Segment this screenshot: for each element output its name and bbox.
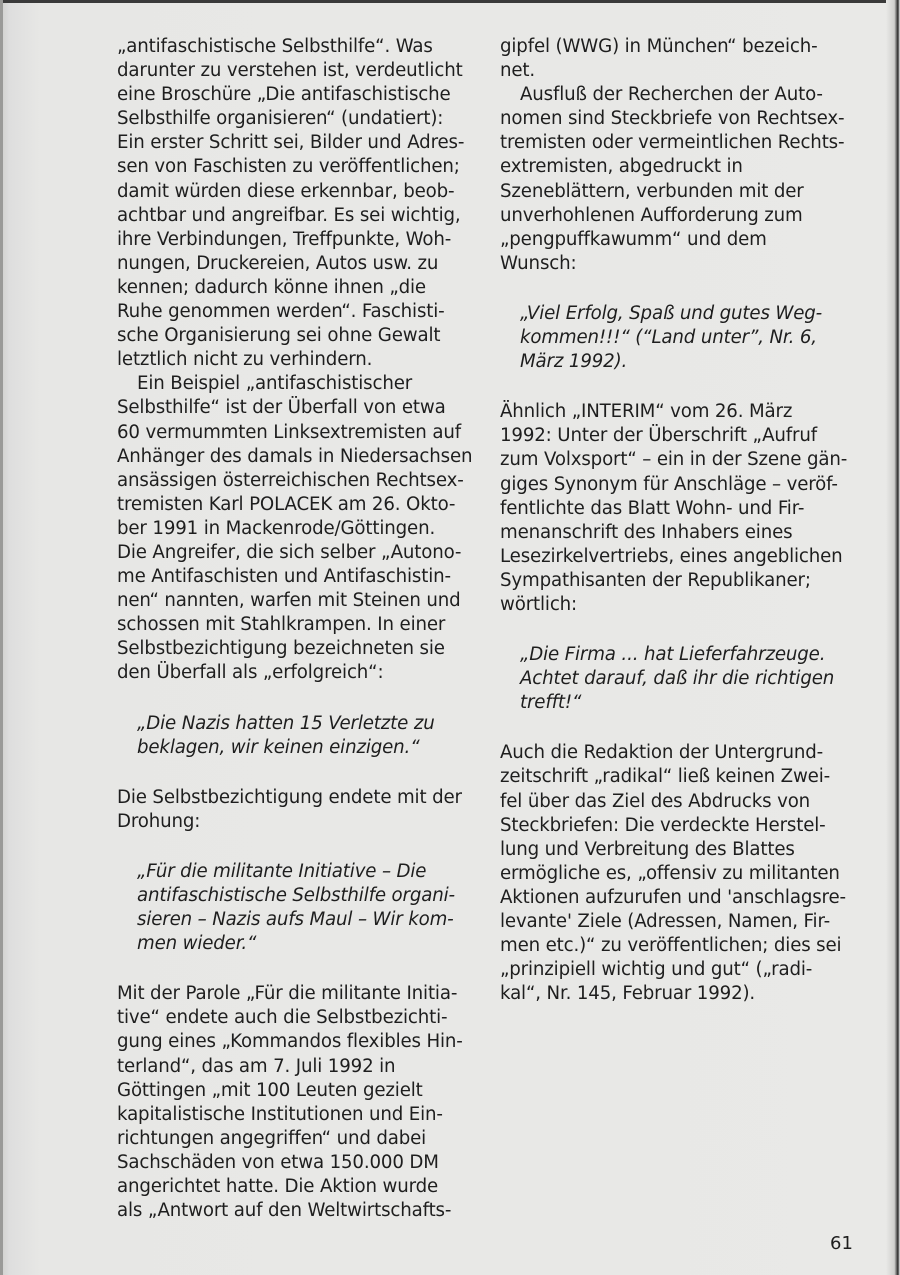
paragraph — [117, 372, 477, 685]
right-column — [500, 35, 860, 1006]
paragraph — [500, 741, 860, 1006]
text-line: menanschrift des Inhabers eines — [500, 521, 793, 543]
text-line: kommen!!!“ (“Land unter”, Nr. 6, — [520, 327, 817, 349]
block-quote — [117, 860, 477, 956]
text-line: „prinzipiell wichtig und gut“ („radi- — [500, 959, 813, 981]
page-number: 61 — [830, 1233, 853, 1254]
text-line: „Die Nazis hatten 15 Verletzte zu — [137, 712, 435, 734]
paragraph — [500, 83, 860, 276]
text-line: net. — [500, 60, 536, 82]
text-line: ihre Verbindungen, Treffpunkte, Woh- — [117, 228, 452, 250]
block-quote — [117, 712, 477, 760]
text-line: Achtet darauf, daß ihr die richtigen — [520, 668, 835, 690]
text-line: damit würden diese erkennbar, beob- — [117, 180, 455, 202]
text-line: angerichtet hatte. Die Aktion wurde — [117, 1176, 439, 1198]
paragraph — [500, 400, 860, 617]
text-line: Auch die Redaktion der Untergrund- — [500, 742, 824, 764]
paragraph — [117, 982, 477, 1223]
left-column — [117, 35, 477, 1223]
text-line: „Die Firma ... hat Lieferfahrzeuge. — [520, 644, 826, 666]
text-line: als „Antwort auf den Weltwirtschafts- — [117, 1200, 452, 1222]
text-line: den Überfall als „erfolgreich“: — [117, 662, 384, 684]
text-line: gipfel (WWG) in München“ bezeich- — [500, 36, 818, 57]
text-line: „pengpuffkawumm“ und dem — [500, 228, 767, 250]
text-line: richtungen angegriffen“ und dabei — [117, 1127, 427, 1149]
text-line: Ruhe genommen werden“. Faschisti- — [117, 301, 445, 323]
block-quote — [500, 643, 860, 715]
text-line: Szeneblättern, verbunden mit der — [500, 180, 804, 202]
text-line: men etc.)“ zu veröffentlichen; dies sei — [500, 935, 842, 957]
text-line: Anhänger des damals in Niedersachsen — [117, 445, 473, 467]
text-line: kapitalistische Institutionen und Ein- — [117, 1103, 443, 1125]
text-line: Lesezirkelvertriebs, eines angeblichen — [500, 545, 843, 567]
text-line: tremisten oder vermeintlichen Rechts- — [500, 132, 845, 154]
text-line: 60 vermummten Linksextremisten auf — [117, 421, 461, 443]
text-line: men wieder.“ — [137, 933, 257, 955]
text-line: Selbstbezichtigung bezeichneten sie — [117, 638, 445, 660]
text-line: darunter zu verstehen ist, verdeutlicht — [117, 60, 463, 82]
text-line: Wunsch: — [500, 252, 577, 274]
text-line: extremisten, abgedruckt in — [500, 156, 743, 178]
text-line: sieren – Nazis aufs Maul – Wir kom- — [137, 909, 454, 931]
block-quote — [500, 302, 860, 374]
text-line: Sachschäden von etwa 150.000 DM — [117, 1151, 439, 1173]
text-line: schossen mit Stahlkrampen. In einer — [117, 614, 446, 636]
text-line: eine Broschüre „Die antifaschistische — [117, 84, 451, 106]
text-line: 1992: Unter der Überschrift „Aufruf — [500, 425, 817, 447]
text-line: Mit der Parole „Für die militante Initia- — [117, 983, 458, 1005]
paragraph — [117, 35, 477, 372]
text-line: Ausfluß der Recherchen der Auto- — [520, 84, 823, 106]
text-line: Ähnlich „INTERIM“ vom 26. März — [500, 401, 793, 423]
text-line: tive“ endete auch die Selbstbezichti- — [117, 1007, 448, 1029]
text-line: tremisten Karl POLACEK am 26. Okto- — [117, 493, 456, 515]
text-line: kal“, Nr. 145, Februar 1992). — [500, 983, 756, 1005]
text-line: nungen, Druckereien, Autos usw. zu — [117, 252, 439, 274]
text-line: ansässigen österreichischen Rechtsex- — [117, 469, 464, 491]
text-line: „antifaschistische Selbsthilfe“. Was — [117, 36, 433, 57]
text-line: ber 1991 in Mackenrode/Göttingen. — [117, 517, 436, 539]
text-line: fel über das Ziel des Abdrucks von — [500, 790, 811, 812]
text-line: Steckbriefen: Die verdeckte Herstel- — [500, 814, 826, 836]
paragraph — [117, 786, 477, 834]
text-line: Ein erster Schritt sei, Bilder und Adres- — [117, 132, 465, 154]
text-line: fentlichte das Blatt Wohn- und Fir- — [500, 497, 805, 519]
text-line: sche Organisierung sei ohne Gewalt — [117, 325, 441, 347]
scan-edge-top — [0, 0, 900, 3]
text-line: „Viel Erfolg, Spaß und gutes Weg- — [520, 302, 823, 324]
text-line: lung und Verbreitung des Blattes — [500, 838, 795, 860]
text-line: wörtlich: — [500, 593, 578, 615]
text-line: unverhohlenen Aufforderung zum — [500, 204, 803, 226]
text-line: levante' Ziele (Adressen, Namen, Fir- — [500, 911, 831, 932]
text-line: Die Angreifer, die sich selber „Autono- — [117, 541, 462, 563]
text-line: sen von Faschisten zu veröffentlichen; — [117, 156, 460, 178]
scan-edge-left — [0, 0, 3, 1275]
text-line: Selbsthilfe organisieren“ (undatiert): — [117, 108, 444, 130]
text-line: ermögliche es, „offensiv zu militanten — [500, 862, 840, 884]
text-line: Sympathisanten der Republikaner; — [500, 569, 811, 591]
text-line: Göttingen „mit 100 Leuten gezielt — [117, 1079, 423, 1101]
text-line: antifaschistische Selbsthilfe organi- — [137, 885, 455, 906]
text-line: Drohung: — [117, 810, 201, 832]
text-line: terland“, das am 7. Juli 1992 in — [117, 1055, 396, 1077]
text-line: nomen sind Steckbriefe von Rechtsex- — [500, 108, 845, 130]
text-line: März 1992). — [520, 351, 628, 373]
paragraph — [500, 35, 860, 83]
text-line: nen“ nannten, warfen mit Steinen und — [117, 590, 461, 612]
text-line: giges Synonym für Anschläge – veröf- — [500, 473, 838, 495]
text-line: trefft!“ — [520, 692, 582, 714]
text-line: letztlich nicht zu verhindern. — [117, 349, 373, 371]
text-line: Selbsthilfe“ ist der Überfall von etwa — [117, 397, 446, 419]
text-line: Die Selbstbezichtigung endete mit der — [117, 786, 462, 808]
text-line: kennen; dadurch könne ihnen „die — [117, 276, 426, 298]
text-line: achtbar und angreifbar. Es sei wichtig, — [117, 204, 461, 226]
scan-edge-right — [886, 0, 900, 1275]
text-line: gung eines „Kommandos flexibles Hin- — [117, 1031, 463, 1053]
text-line: zeitschrift „radikal“ ließ keinen Zwei- — [500, 766, 831, 788]
text-line: Ein Beispiel „antifaschistischer — [137, 373, 413, 395]
text-line: beklagen, wir keinen einzigen.“ — [137, 736, 420, 758]
text-line: „Für die militante Initiative – Die — [137, 860, 427, 882]
text-line: zum Volxsport“ – ein in der Szene gän- — [500, 449, 848, 471]
text-line: Aktionen aufzurufen und 'anschlagsre- — [500, 886, 846, 908]
text-line: me Antifaschisten und Antifaschistin- — [117, 566, 451, 588]
